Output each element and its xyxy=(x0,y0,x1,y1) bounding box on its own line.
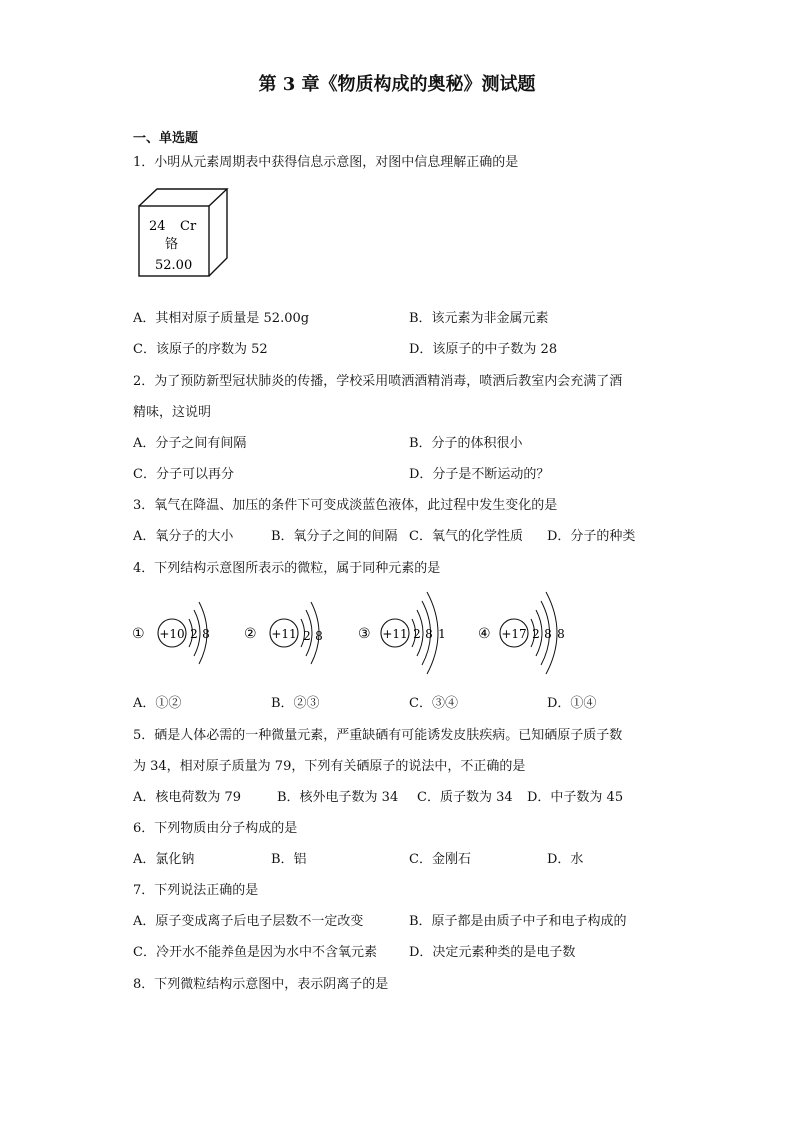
q5-option-d[interactable]: D．中子数为 45 xyxy=(527,790,624,805)
q3-option-b[interactable]: B．氧分子之间的间隔 xyxy=(271,529,398,544)
element-cell-diagram xyxy=(138,188,228,276)
page-title: 第 3 章《物质构成的奥秘》测试题 xyxy=(258,74,536,95)
atom-4-label: ④ xyxy=(478,626,491,642)
q1-option-a[interactable]: A．其相对原子质量是 52.00g xyxy=(133,311,310,326)
q3-option-a[interactable]: A．氧分子的大小 xyxy=(133,529,234,544)
q7-option-a[interactable]: A．原子变成离子后电子层数不一定改变 xyxy=(133,914,364,929)
atom-structure-diagrams xyxy=(130,588,610,678)
q5-option-b[interactable]: B．核外电子数为 34 xyxy=(277,790,399,805)
question-7-stem: 7．下列说法正确的是 xyxy=(133,883,259,898)
q3-option-d[interactable]: D．分子的种类 xyxy=(547,529,636,544)
q6-option-b[interactable]: B．铝 xyxy=(271,852,307,867)
q1-option-c[interactable]: C．该原子的序数为 52 xyxy=(133,342,268,357)
atom-3-shell-1: 2 xyxy=(413,627,421,641)
atom-4-shell-2: 8 xyxy=(544,627,552,641)
atom-4-shell-3: 8 xyxy=(557,627,565,641)
atom-diagram-4 xyxy=(478,592,565,674)
atom-diagram-2 xyxy=(244,602,323,664)
atom-2-label: ② xyxy=(244,626,257,642)
atom-4-shell-1: 2 xyxy=(532,627,540,641)
q2-option-c[interactable]: C．分子可以再分 xyxy=(133,467,234,482)
element-symbol: Cr xyxy=(180,219,197,234)
atom-1-label: ① xyxy=(132,626,145,642)
q6-option-d[interactable]: D．水 xyxy=(547,852,584,867)
element-mass: 52.00 xyxy=(155,258,193,273)
atom-diagram-3 xyxy=(358,592,446,674)
atom-1-nucleus: +10 xyxy=(159,627,185,641)
q7-option-c[interactable]: C．冷开水不能养鱼是因为水中不含氧元素 xyxy=(133,945,377,960)
q5-option-a[interactable]: A．核电荷数为 79 xyxy=(133,790,242,805)
atom-1-shell-1: 2 xyxy=(190,627,198,641)
atom-1-shell-2: 8 xyxy=(202,627,210,641)
q4-option-c[interactable]: C．③④ xyxy=(409,696,458,711)
section-heading: 一、单选题 xyxy=(133,131,199,146)
question-5-stem-line1: 5．硒是人体必需的一种微量元素，严重缺硒有可能诱发皮肤疾病。已知硒原子质子数 xyxy=(133,728,623,743)
atom-3-label: ③ xyxy=(358,626,371,642)
atom-2-nucleus: +11 xyxy=(271,627,297,641)
q7-option-d[interactable]: D．决定元素种类的是电子数 xyxy=(409,945,576,960)
q4-option-a[interactable]: A．①② xyxy=(133,696,182,711)
element-number: 24 xyxy=(149,219,166,234)
question-5-stem-line2: 为 34，相对原子质量为 79，下列有关硒原子的说法中，不正确的是 xyxy=(133,759,526,774)
q4-option-d[interactable]: D．①④ xyxy=(547,696,597,711)
atom-3-shell-2: 8 xyxy=(425,627,433,641)
question-6-stem: 6．下列物质由分子构成的是 xyxy=(133,821,298,836)
q1-option-d[interactable]: D．该原子的中子数为 28 xyxy=(409,342,558,357)
element-name: 铬 xyxy=(165,237,179,252)
question-2-stem-line1: 2．为了预防新型冠状肺炎的传播，学校采用喷洒酒精消毒，喷洒后教室内会充满了酒 xyxy=(133,374,623,389)
q2-option-d[interactable]: D．分子是不断运动的？ xyxy=(409,467,550,482)
question-2-stem-line2: 精味，这说明 xyxy=(133,405,212,420)
q4-option-b[interactable]: B．②③ xyxy=(271,696,320,711)
q5-option-c[interactable]: C．质子数为 34 xyxy=(417,790,513,805)
question-8-stem: 8．下列微粒结构示意图中，表示阴离子的是 xyxy=(133,977,389,992)
q7-option-b[interactable]: B．原子都是由质子中子和电子构成的 xyxy=(409,914,627,929)
q3-option-c[interactable]: C．氧气的化学性质 xyxy=(409,529,523,544)
atom-diagram-1 xyxy=(132,602,210,664)
q6-option-a[interactable]: A．氯化钠 xyxy=(133,852,195,867)
question-3-stem: 3．氧气在降温、加压的条件下可变成淡蓝色液体，此过程中发生变化的是 xyxy=(133,498,558,513)
atom-3-nucleus: +11 xyxy=(382,627,408,641)
q6-option-c[interactable]: C．金刚石 xyxy=(409,852,471,867)
q2-option-b[interactable]: B．分子的体积很小 xyxy=(409,436,523,451)
q2-option-a[interactable]: A．分子之间有间隔 xyxy=(133,436,247,451)
atom-2-shell-1: 2 xyxy=(303,629,311,643)
atom-4-nucleus: +17 xyxy=(501,627,527,641)
question-4-stem: 4．下列结构示意图所表示的微粒，属于同种元素的是 xyxy=(133,561,441,576)
atom-2-shell-2: 8 xyxy=(315,629,323,643)
atom-3-shell-3: 1 xyxy=(438,627,446,641)
question-1-stem: 1．小明从元素周期表中获得信息示意图，对图中信息理解正确的是 xyxy=(133,155,519,170)
q1-option-b[interactable]: B．该元素为非金属元素 xyxy=(409,311,549,326)
